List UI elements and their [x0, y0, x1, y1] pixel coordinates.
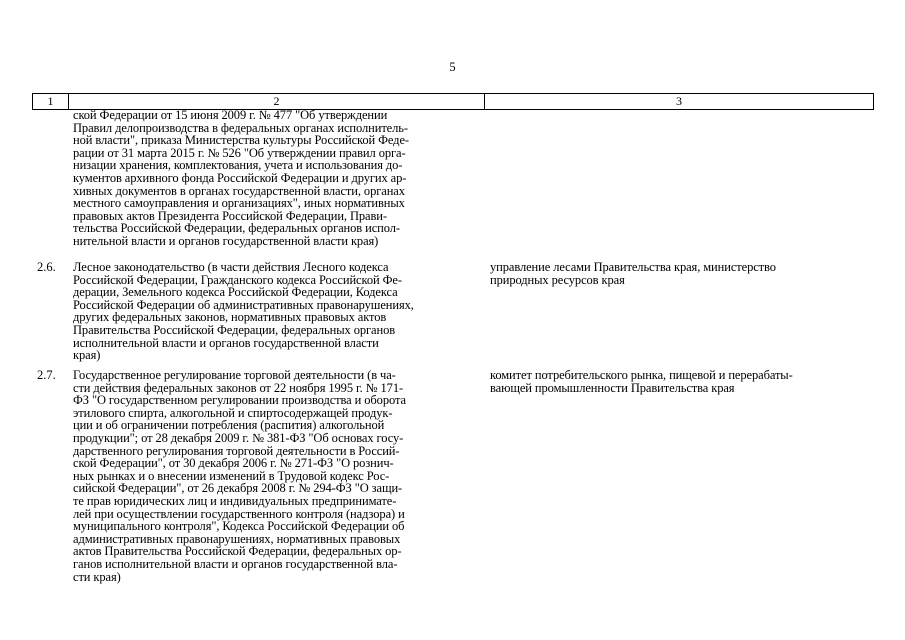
text-line: те прав юридических лиц и индивидуальных предпринимате-: [73, 493, 397, 508]
text-line: комитет потребительского рынка, пищевой и перерабаты-: [490, 368, 793, 382]
text-line: Российской Федерации об административных правонарушениях,: [73, 297, 414, 312]
text-line: ных рынках и о внесении изменений в Трудовой кодекс Рос-: [73, 468, 390, 483]
text-line: правовых актов Президента Российской Федерации, Прави-: [73, 208, 387, 223]
text-line: этилового спирта, алкогольной и спиртосодержащей продук-: [73, 405, 393, 420]
text-line: дарственного регулирования торговой деятельности в Россий-: [73, 443, 400, 458]
text-line: ской Федерации", от 30 декабря 2006 г. № 271-ФЗ "О рознич-: [73, 456, 394, 471]
row-2-6-responsible: [490, 261, 776, 286]
text-line: низации хранения, комплектования, учета и использования до-: [73, 158, 403, 173]
text-line: Лесное законодательство (в части действия Лесного кодекса: [73, 260, 389, 274]
text-line: управление лесами Правительства края, министерство: [490, 260, 776, 274]
text-line: ской Федерации от 15 июня 2009 г. № 477 "Об утверждении: [73, 108, 388, 122]
row-2-7-description: [73, 369, 406, 583]
text-line: природных ресурсов края: [490, 272, 625, 287]
text-line: рации от 31 марта 2015 г. № 526 "Об утверждении правил орга-: [73, 145, 406, 160]
text-line: сти края): [73, 569, 121, 584]
header-col-1: 1: [33, 94, 69, 110]
text-line: вающей промышленности Правительства края: [490, 380, 735, 395]
header-col-2: 2: [69, 94, 485, 110]
text-line: продукции"; от 28 декабря 2009 г. № 381-ФЗ "Об основах госу-: [73, 430, 404, 445]
text-line: дерации, Земельного кодекса Российской Федерации, Кодекса: [73, 285, 398, 300]
text-line: местного самоуправления и организациях", иных нормативных: [73, 196, 405, 211]
text-line: кументов архивного фонда Российской Федерации и других ар-: [73, 170, 407, 185]
text-line: края): [73, 348, 101, 363]
text-line: ной власти", приказа Министерства культуры Российской Феде-: [73, 133, 409, 148]
page-number: 5: [449, 60, 456, 74]
text-line: исполнительной власти и органов государственной власти: [73, 335, 379, 350]
text-line: административных правонарушениях, нормативных правовых: [73, 531, 401, 546]
text-line: Государственное регулирование торговой деятельности (в ча-: [73, 368, 396, 382]
text-line: лей при осуществлении государственного контроля (надзора) и: [73, 506, 405, 521]
text-line: сийской Федерации", от 26 декабря 2008 г. № 294-ФЗ "О защи-: [73, 481, 403, 496]
text-line: сти действия федеральных законов от 22 ноября 1995 г. № 171-: [73, 380, 404, 395]
row-2-7-responsible: [490, 369, 793, 394]
text-line: муниципального контроля", Кодекса Российской Федерации об: [73, 519, 405, 534]
row-number: 2.7.: [37, 368, 56, 382]
row-2-6-description: [73, 261, 414, 362]
row-continuation-text: [73, 109, 409, 248]
text-line: хивных документов в органах государственной власти, органах: [73, 183, 405, 198]
text-line: актов Правительства Российской Федерации, федеральных ор-: [73, 544, 402, 559]
text-line: нительной власти и органов государственной власти края): [73, 233, 379, 248]
text-line: ганов исполнительной власти и органов государственной вла-: [73, 556, 398, 571]
text-line: ФЗ "О государственном регулировании производства и оборота: [73, 393, 406, 408]
row-number: 2.6.: [37, 260, 56, 274]
text-line: Правительства Российской Федерации, федеральных органов: [73, 322, 396, 337]
text-line: Российской Федерации, Гражданского кодекса Российской Фе-: [73, 272, 402, 287]
text-line: Правил делопроизводства в федеральных органах исполнитель-: [73, 120, 408, 135]
text-line: других федеральных законов, нормативных правовых актов: [73, 310, 387, 325]
text-line: тельства Российской Федерации, федеральных органов испол-: [73, 221, 400, 236]
header-col-3: 3: [485, 94, 874, 110]
text-line: ции и об ограничении потребления (распития) алкогольной: [73, 418, 385, 433]
